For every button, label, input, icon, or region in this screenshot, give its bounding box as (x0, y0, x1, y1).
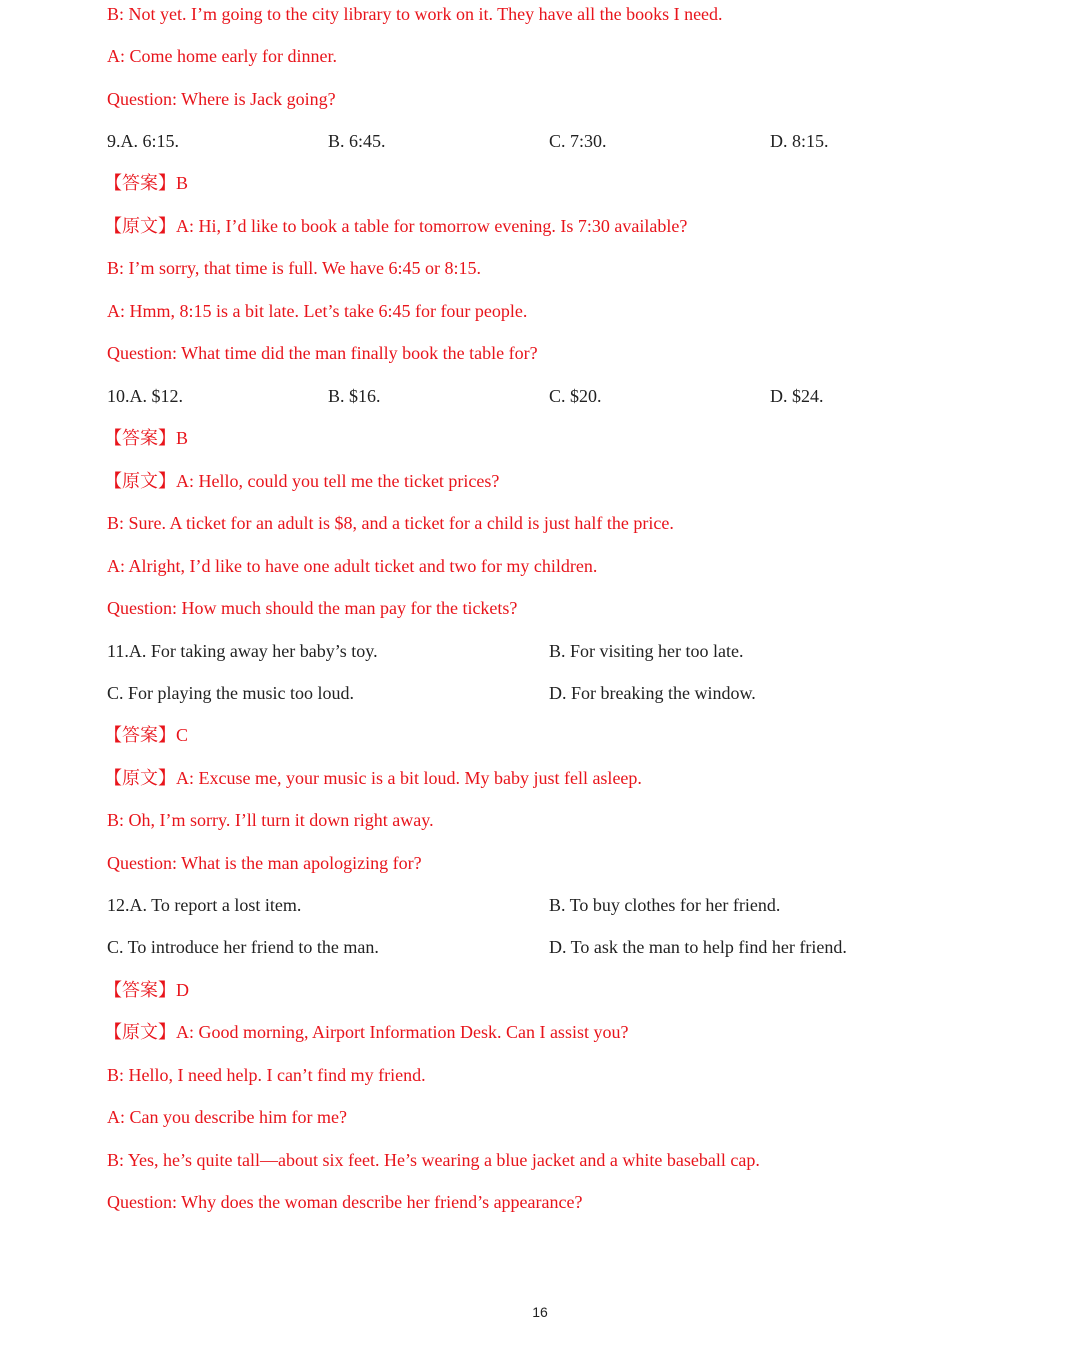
option-b: B. To buy clothes for her friend. (549, 895, 781, 915)
option-c: C. 7:30. (549, 131, 607, 151)
transcript-line: B: I’m sorry, that time is full. We have 6:45 or 8:15. (107, 258, 481, 278)
option-d: D. 8:15. (770, 131, 829, 151)
transcript-line: B: Yes, he’s quite tall—about six feet. He’s wearing a blue jacket and a white baseball cap. (107, 1150, 760, 1170)
transcript-line: 【原文】A: Hello, could you tell me the ticket prices? (104, 471, 500, 491)
option-d: D. To ask the man to help find her friend. (549, 937, 847, 957)
transcript-line: B: Hello, I need help. I can’t find my friend. (107, 1065, 426, 1085)
answer-label: 【答案】D (104, 980, 189, 1000)
transcript-line: 【原文】A: Hi, I’d like to book a table for tomorrow evening. Is 7:30 available? (104, 216, 688, 236)
option-c: C. For playing the music too loud. (107, 683, 354, 703)
option-a: 12.A. To report a lost item. (107, 895, 302, 915)
option-a: 9.A. 6:15. (107, 131, 179, 151)
transcript-question: Question: How much should the man pay for the tickets? (107, 598, 518, 618)
option-b: B. $16. (328, 386, 381, 406)
transcript-question: Question: What is the man apologizing for? (107, 853, 422, 873)
answer-label: 【答案】B (104, 428, 189, 448)
option-b: B. 6:45. (328, 131, 386, 151)
transcript-line: 【原文】A: Good morning, Airport Information Desk. Can I assist you? (104, 1022, 629, 1042)
answer-label: 【答案】B (104, 173, 189, 193)
transcript-question: Question: Where is Jack going? (107, 89, 336, 109)
transcript-line: B: Sure. A ticket for an adult is $8, and a ticket for a child is just half the price. (107, 513, 674, 533)
option-b: B. For visiting her too late. (549, 641, 744, 661)
option-c: C. $20. (549, 386, 602, 406)
answer-label: 【答案】C (104, 725, 189, 745)
transcript-line: A: Can you describe him for me? (107, 1107, 347, 1127)
transcript-question: Question: What time did the man finally book the table for? (107, 343, 538, 363)
page-number: 16 (532, 1304, 548, 1320)
transcript-line: A: Come home early for dinner. (107, 46, 337, 66)
option-d: D. For breaking the window. (549, 683, 756, 703)
option-a: 10.A. $12. (107, 386, 183, 406)
transcript-line: B: Not yet. I’m going to the city library to work on it. They have all the books I need. (107, 4, 723, 24)
option-c: C. To introduce her friend to the man. (107, 937, 379, 957)
transcript-line: A: Hmm, 8:15 is a bit late. Let’s take 6:45 for four people. (107, 301, 528, 321)
transcript-line: 【原文】A: Excuse me, your music is a bit loud. My baby just fell asleep. (104, 768, 642, 788)
transcript-line: A: Alright, I’d like to have one adult ticket and two for my children. (107, 556, 598, 576)
option-d: D. $24. (770, 386, 824, 406)
transcript-question: Question: Why does the woman describe her friend’s appearance? (107, 1192, 583, 1212)
transcript-line: B: Oh, I’m sorry. I’ll turn it down right away. (107, 810, 434, 830)
option-a: 11.A. For taking away her baby’s toy. (107, 641, 378, 661)
